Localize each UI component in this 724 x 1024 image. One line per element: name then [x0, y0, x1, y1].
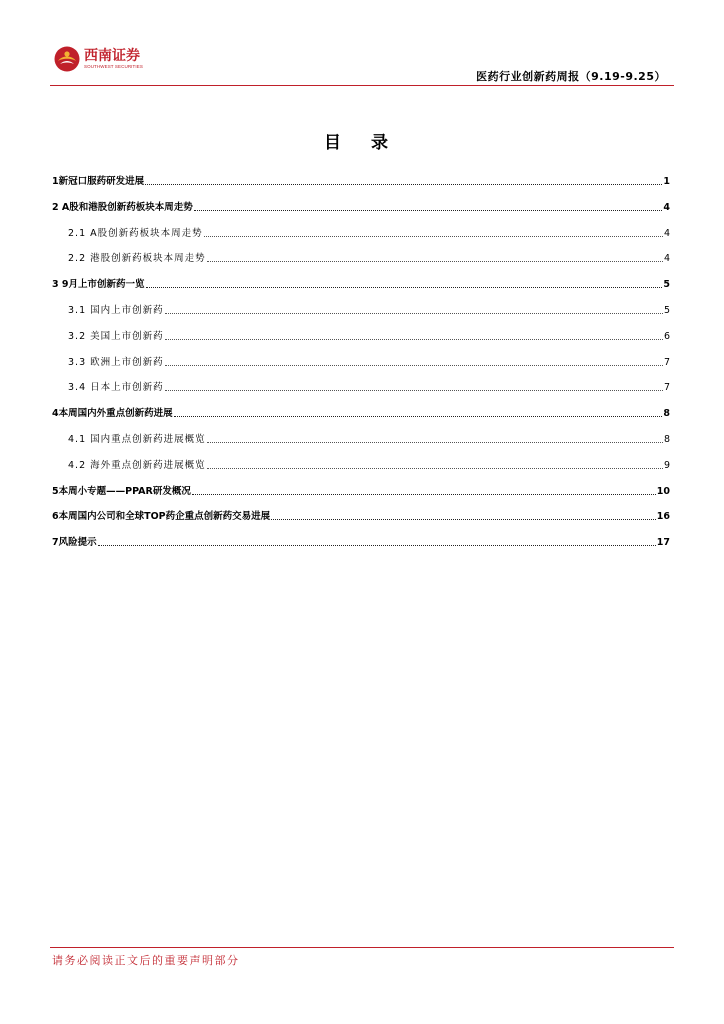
report-title: 医药行业创新药周报（9.19-9.25）	[476, 70, 666, 83]
toc-entry-page: 1	[663, 176, 670, 187]
toc-entry[interactable]	[52, 428, 670, 446]
toc-leader-dots	[271, 519, 656, 520]
toc-entry[interactable]	[52, 170, 670, 188]
footer-disclaimer: 请务必阅读正文后的重要声明部分	[52, 954, 240, 967]
toc-entry-label: 3.4 日本上市创新药	[68, 382, 164, 394]
header-divider	[50, 85, 674, 86]
toc-leader-dots	[174, 416, 663, 417]
toc-entry[interactable]	[52, 402, 670, 420]
toc-heading: 目 录	[324, 133, 400, 153]
toc-leader-dots	[194, 210, 663, 211]
toc-entry[interactable]	[52, 480, 670, 498]
toc-entry-page: 6	[663, 330, 670, 342]
toc-entry-label: 7风险提示	[52, 537, 97, 549]
toc-entry-label: 3.3 欧洲上市创新药	[68, 356, 164, 368]
toc-leader-dots	[192, 494, 656, 495]
toc-entry[interactable]	[52, 351, 670, 369]
toc-entry[interactable]	[52, 196, 670, 214]
toc-entry-label: 4.2 海外重点创新药进展概览	[68, 459, 206, 471]
toc-leader-dots	[165, 390, 663, 391]
toc-entry-page: 17	[656, 537, 670, 549]
toc-entry[interactable]	[52, 273, 670, 291]
toc-entry-page: 5	[663, 305, 670, 316]
toc-entry-label: 5本周小专题——PPAR研发概况	[52, 485, 191, 497]
toc-leader-dots	[204, 236, 663, 237]
footer-divider	[50, 947, 674, 948]
toc-entry-label: 2.2 港股创新药板块本周走势	[68, 253, 206, 265]
toc-leader-dots	[165, 339, 663, 340]
toc-entry-label: 2 A股和港股创新药板块本周走势	[52, 201, 193, 213]
toc-entry-label: 2.1 A股创新药板块本周走势	[68, 227, 203, 239]
toc-entry-page: 7	[663, 356, 670, 368]
logo-english-text: SOUTHWEST SECURITIES	[84, 63, 143, 69]
logo-chinese-text: 西南证券	[84, 47, 140, 64]
toc-leader-dots	[145, 184, 662, 185]
toc-entry-page: 16	[656, 511, 670, 523]
toc-leader-dots	[98, 545, 656, 546]
toc-entry-page: 7	[663, 382, 670, 394]
toc-entry-label: 4本周国内外重点创新药进展	[52, 408, 173, 420]
company-logo-icon	[54, 46, 80, 72]
toc-entry[interactable]	[52, 376, 670, 394]
toc-entry-page: 10	[656, 485, 670, 497]
toc-leader-dots	[207, 261, 663, 262]
toc-leader-dots	[207, 442, 663, 443]
toc-entry-page: 5	[663, 279, 670, 291]
toc-entry-page: 4	[663, 201, 670, 213]
toc-entry-label: 3.1 国内上市创新药	[68, 305, 164, 316]
toc-entry[interactable]	[52, 222, 670, 240]
toc-entry-label: 4.1 国内重点创新药进展概览	[68, 434, 206, 445]
toc-entry[interactable]	[52, 531, 670, 549]
toc-entry[interactable]	[52, 505, 670, 523]
toc-entry-page: 4	[663, 227, 670, 239]
company-logo	[54, 44, 143, 74]
toc-entry-page: 4	[663, 253, 670, 265]
toc-entry-page: 9	[663, 459, 670, 471]
toc-entry-label: 3.2 美国上市创新药	[68, 330, 164, 342]
toc-entry-page: 8	[663, 434, 670, 445]
toc-leader-dots	[146, 287, 663, 288]
toc-entry-label: 3 9月上市创新药一览	[52, 279, 145, 291]
toc-entry-label: 1新冠口服药研发进展	[52, 176, 145, 187]
toc-entry[interactable]	[52, 247, 670, 265]
toc-entry-label: 6本周国内公司和全球TOP药企重点创新药交易进展	[52, 511, 271, 523]
toc-entry-page: 8	[663, 408, 670, 420]
toc-leader-dots	[165, 365, 663, 366]
toc-entry[interactable]	[52, 299, 670, 317]
toc-leader-dots	[207, 468, 663, 469]
toc-leader-dots	[165, 313, 663, 314]
toc-entry[interactable]	[52, 325, 670, 343]
toc-entry[interactable]	[52, 454, 670, 472]
